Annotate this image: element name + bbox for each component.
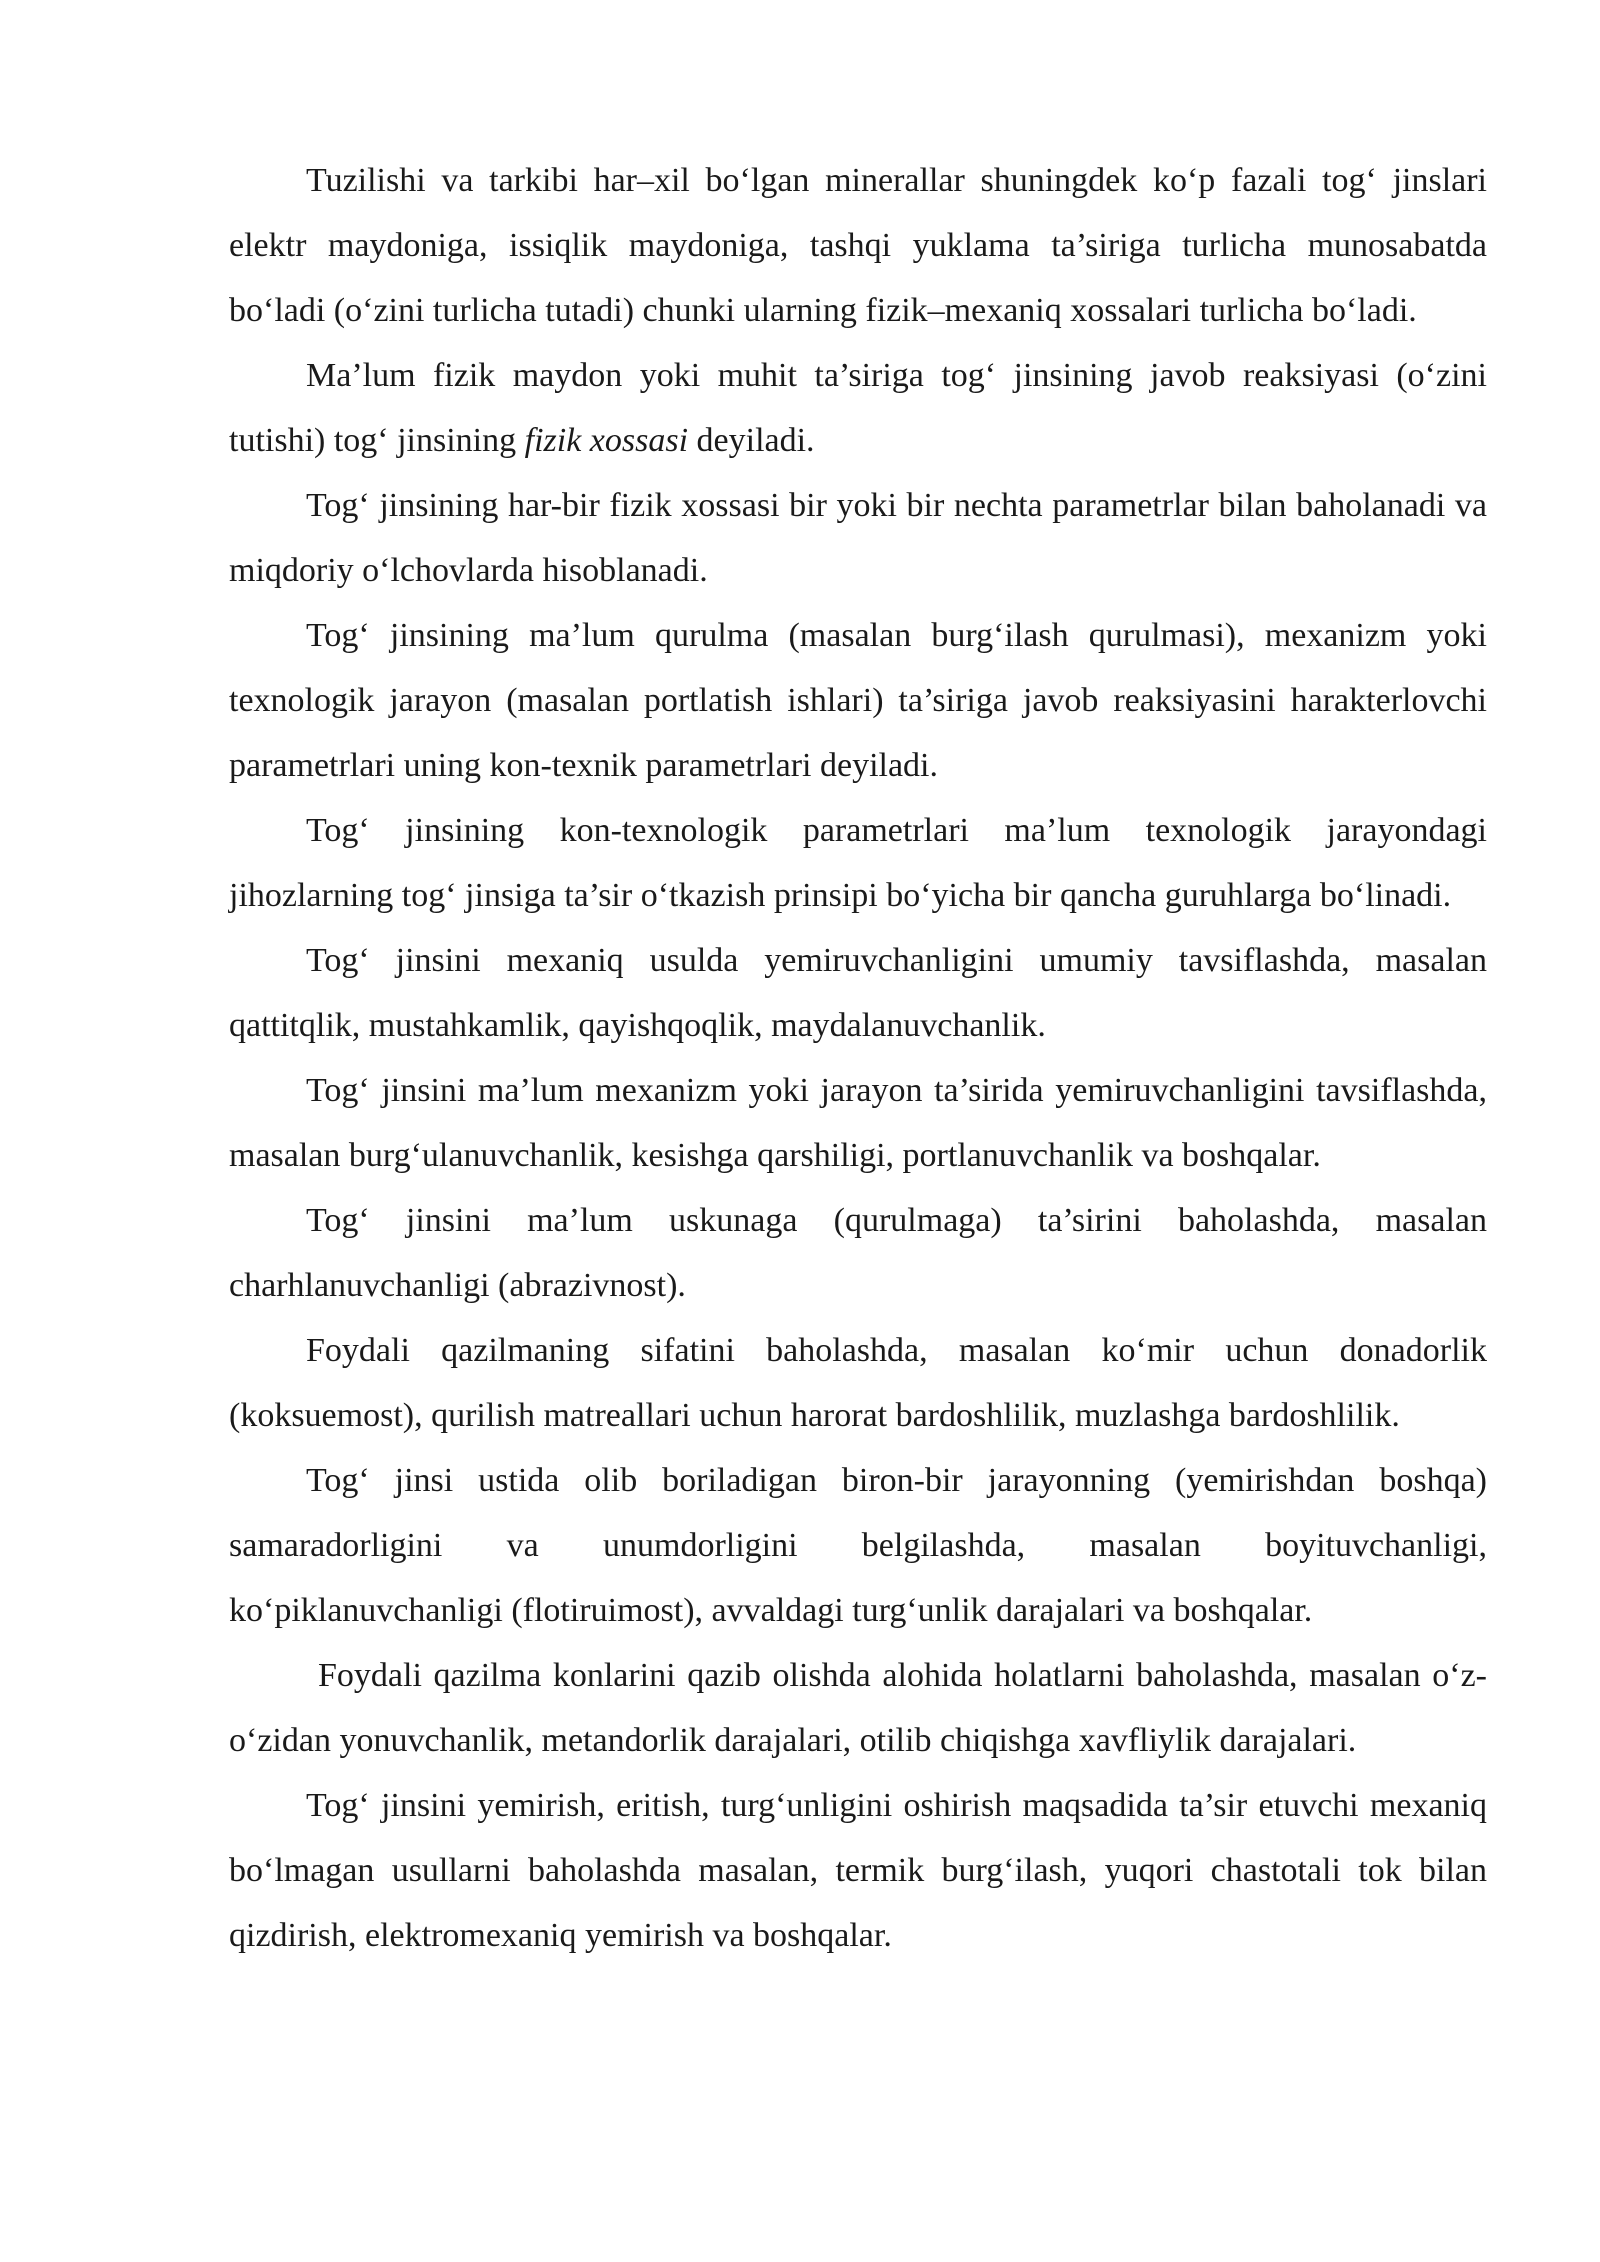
paragraph-process-efficiency: Tog‘ jinsi ustida olib boriladigan biron-bir jarayonning (yemirishdan boshqa) samaradorligini va unumdorligini belgilashda, masalan boyituvchanligi, ko‘piklanuvchanligi (flotiruimost), avvaldagi turg‘unlik darajalari va boshqalar. [229, 1462, 1487, 1629]
paragraph-text: Ma’lum fizik maydon yoki muhit ta’siriga tog‘ jinsining javob reaksiyasi (o‘zini tutishi) tog‘ jinsining [229, 357, 1487, 459]
paragraph-mineral-quality: Foydali qazilmaning sifatini baholashda, masalan ko‘mir uchun donadorlik (koksuemost), qurilish matreallari uchun harorat bardoshlilik, muzlashga bardoshlilik. [229, 1332, 1487, 1434]
paragraph-mechanism-destructibility: Tog‘ jinsini ma’lum mexanizm yoki jarayon ta’sirida yemiruvchanligini tavsiflashda, masalan burg‘ulanuvchanlik, kesishga qarshiligi, portlanuvchanlik va boshqalar. [229, 1072, 1487, 1174]
emphasized-term: fizik xossasi [524, 422, 689, 459]
paragraph-parameter-groups: Tog‘ jinsining kon-texnologik parametrlari ma’lum texnologik jarayondagi jihozlarning tog‘ jinsiga ta’sir o‘tkazish prinsipi bo‘yicha bir qancha guruhlarga bo‘linadi. [229, 812, 1487, 914]
paragraph-parameters: Tog‘ jinsining har-bir fizik xossasi bir yoki bir nechta parametrlar bilan baholanadi va miqdoriy o‘lchovlarda hisoblanadi. [229, 487, 1487, 589]
paragraph-special-conditions: Foydali qazilma konlarini qazib olishda alohida holatlarni baholashda, masalan o‘z-o‘zidan yonuvchanlik, metandorlik darajalari, otilib chiqishga xavfliylik darajalari. [229, 1657, 1487, 1759]
paragraph-text: deyiladi. [688, 422, 815, 459]
document-page [229, 148, 1487, 1968]
paragraph-physical-property-definition [229, 343, 1487, 473]
paragraph-abrasiveness: Tog‘ jinsini ma’lum uskunaga (qurulmaga) ta’sirini baholashda, masalan charhlanuvchanligi (abrazivnost). [229, 1202, 1487, 1304]
paragraph-mining-technical-parameters: Tog‘ jinsining ma’lum qurulma (masalan burg‘ilash qurulmasi), mexanizm yoki texnologik jarayon (masalan portlatish ishlari) ta’siriga javob reaksiyasini harakterlovchi parametrlari uning kon-texnik parametrlari deyiladi. [229, 617, 1487, 784]
paragraph-mineral-properties: Tuzilishi va tarkibi har–xil bo‘lgan minerallar shuningdek ko‘p fazali tog‘ jinslari elektr maydoniga, issiqlik maydoniga, tashqi yuklama ta’siriga turlicha munosabatda bo‘ladi (o‘zini turlicha tutadi) chunki ularning fizik–mexaniq xossalari turlicha bo‘ladi. [229, 162, 1487, 329]
paragraph-non-mechanical-methods: Tog‘ jinsini yemirish, eritish, turg‘unligini oshirish maqsadida ta’sir etuvchi mexaniq bo‘lmagan usullarni baholashda masalan, termik burg‘ilash, yuqori chastotali tok bilan qizdirish, elektromexaniq yemirish va boshqalar. [229, 1787, 1487, 1954]
paragraph-mechanical-destructibility: Tog‘ jinsini mexaniq usulda yemiruvchanligini umumiy tavsiflashda, masalan qattitqlik, mustahkamlik, qayishqoqlik, maydalanuvchanlik. [229, 942, 1487, 1044]
